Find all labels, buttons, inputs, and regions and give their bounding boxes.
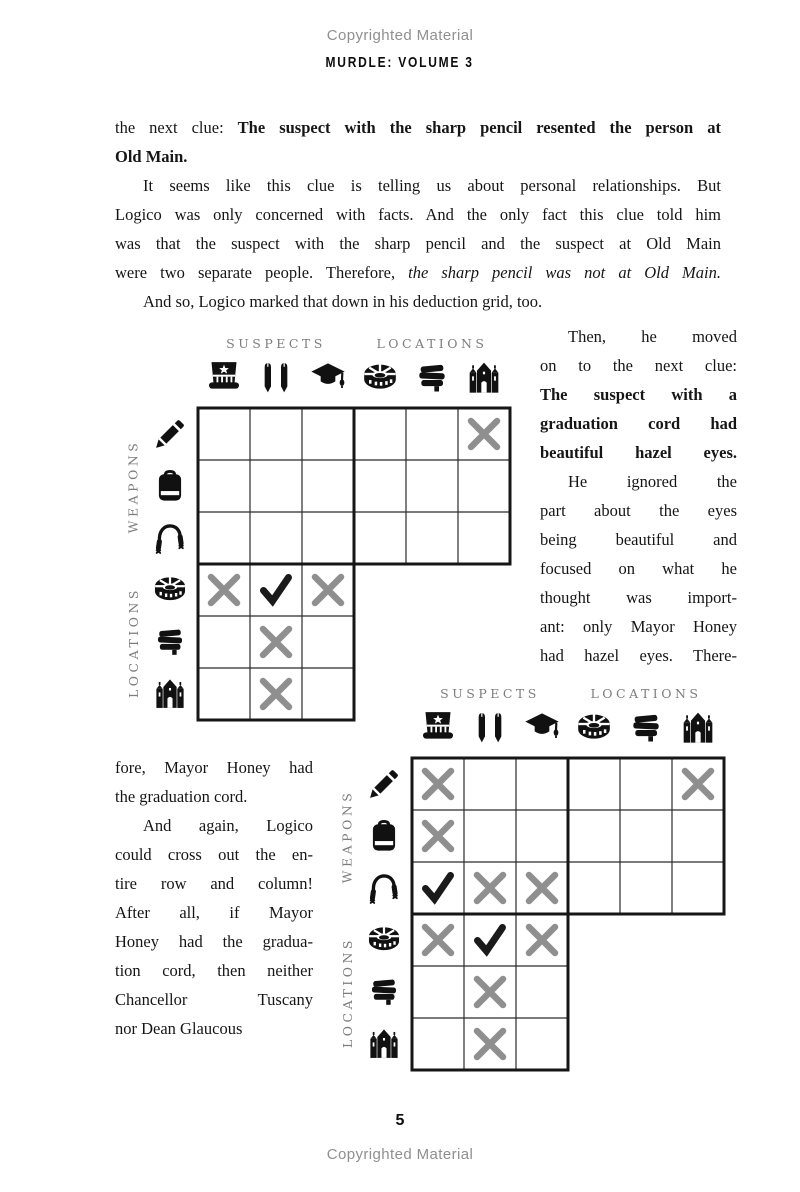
text-segment: the sharp pencil was not at Old Main. xyxy=(408,263,721,282)
deduction-grid-lattice xyxy=(124,336,516,728)
text-segment: It seems like this clue is telling us about personal relationships. But xyxy=(143,176,721,195)
grid-outer-border xyxy=(198,408,510,720)
text-segment: was that the suspect with the sharp pencil and the suspect at Old Main xyxy=(115,234,721,253)
text-line xyxy=(540,322,737,351)
weapons-side-label-text: WEAPONS xyxy=(339,789,355,883)
x-mark xyxy=(315,577,341,603)
text-segment: Logico was only concerned with facts. And the only fact this clue told him xyxy=(115,205,721,224)
text-line xyxy=(540,351,737,380)
grid-outer-border xyxy=(412,758,724,1070)
bottom-watermark: Copyrighted Material xyxy=(326,1146,474,1163)
text-line xyxy=(115,200,721,229)
text-segment: The suspect with the sharp pencil resented the person at xyxy=(237,118,721,137)
text-line xyxy=(115,287,721,316)
text-line xyxy=(115,985,313,1014)
text-segment: And again, Logico xyxy=(143,816,313,835)
text-line xyxy=(540,525,737,554)
text-segment: fore, Mayor Honey had xyxy=(115,758,313,777)
locations-side-label-text: LOCATIONS xyxy=(339,936,355,1048)
check-mark xyxy=(426,876,451,900)
text-segment: could cross out the en- xyxy=(115,845,313,864)
x-mark xyxy=(425,823,451,849)
text-segment: the next clue: xyxy=(115,118,238,137)
top-watermark: Copyrighted Material xyxy=(326,27,474,44)
text-segment: Chancellor Tuscany xyxy=(115,990,313,1009)
text-line xyxy=(115,840,313,869)
text-line xyxy=(115,113,721,142)
text-line xyxy=(540,583,737,612)
x-mark xyxy=(477,1031,503,1057)
text-segment: The suspect with a xyxy=(540,385,737,404)
deduction-grid-lattice xyxy=(338,686,730,1078)
text-segment: Old Main. xyxy=(115,147,188,166)
text-line xyxy=(115,927,313,956)
text-line xyxy=(115,258,721,287)
text-line xyxy=(115,898,313,927)
text-line xyxy=(115,142,721,171)
text-line xyxy=(115,782,313,811)
text-segment: part about the eyes xyxy=(540,501,737,520)
x-mark xyxy=(425,771,451,797)
text-segment: tion cord, then neither xyxy=(115,961,313,980)
text-line xyxy=(115,1014,313,1043)
deduction-grid-1 xyxy=(124,336,516,728)
x-mark xyxy=(529,875,555,901)
text-line xyxy=(540,409,737,438)
text-line xyxy=(540,438,737,467)
check-mark xyxy=(478,928,503,952)
text-line xyxy=(115,811,313,840)
text-segment: graduation cord had xyxy=(540,414,737,433)
text-line xyxy=(115,956,313,985)
text-segment: being beautiful and xyxy=(540,530,737,549)
suspects-group-label: SUSPECTS xyxy=(226,336,326,351)
locations-group-label: LOCATIONS xyxy=(590,686,702,701)
book-header-title-text: MURDLE: VOLUME 3 xyxy=(325,54,475,71)
text-line xyxy=(540,496,737,525)
text-line xyxy=(115,753,313,782)
x-mark xyxy=(425,927,451,953)
locations-side-label-text: LOCATIONS xyxy=(125,586,141,698)
text-segment: were two separate people. Therefore, xyxy=(115,263,409,282)
text-segment: And so, Logico marked that down in his deduction grid, too. xyxy=(143,292,543,311)
x-mark xyxy=(263,629,289,655)
x-mark xyxy=(211,577,237,603)
text-segment: focused on what he xyxy=(540,559,737,578)
weapons-side-label-text: WEAPONS xyxy=(125,439,141,533)
x-mark xyxy=(263,681,289,707)
x-mark xyxy=(529,927,555,953)
text-segment: the graduation cord. xyxy=(115,787,248,806)
text-segment: Then, he moved xyxy=(568,327,737,346)
text-segment: ant: only Mayor Honey xyxy=(540,617,737,636)
text-segment: Honey had the gradua- xyxy=(115,932,313,951)
page-number: 5 xyxy=(395,1112,405,1129)
x-mark xyxy=(471,421,497,447)
check-mark xyxy=(264,578,289,602)
text-line xyxy=(540,467,737,496)
x-mark xyxy=(477,979,503,1005)
text-segment: tire row and column! xyxy=(115,874,313,893)
text-segment: nor Dean Glaucous xyxy=(115,1019,243,1038)
text-segment: After all, if Mayor xyxy=(115,903,313,922)
text-line xyxy=(115,171,721,200)
text-line xyxy=(540,380,737,409)
locations-group-label: LOCATIONS xyxy=(376,336,488,351)
book-header-title xyxy=(0,54,800,72)
right-text-column xyxy=(540,322,737,670)
text-line xyxy=(540,641,737,670)
text-line xyxy=(540,612,737,641)
text-segment: beautiful hazel eyes. xyxy=(540,443,737,462)
text-segment: had hazel eyes. There- xyxy=(540,646,737,665)
text-line xyxy=(540,554,737,583)
intro-text xyxy=(115,113,721,316)
text-line xyxy=(115,229,721,258)
text-segment: He ignored the xyxy=(568,472,737,491)
left-text-column xyxy=(115,753,313,1043)
deduction-grid-2 xyxy=(338,686,730,1078)
text-segment: on to the next clue: xyxy=(540,356,737,375)
suspects-group-label: SUSPECTS xyxy=(440,686,540,701)
x-mark xyxy=(477,875,503,901)
text-line xyxy=(115,869,313,898)
x-mark xyxy=(685,771,711,797)
text-segment: thought was import- xyxy=(540,588,737,607)
